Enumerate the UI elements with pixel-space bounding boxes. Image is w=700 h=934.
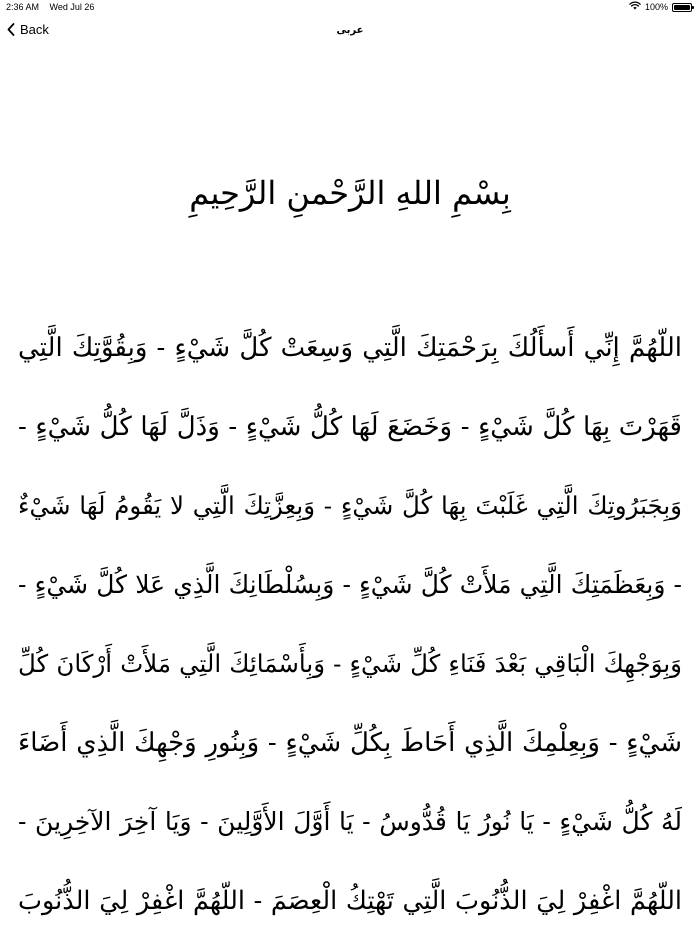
dua-line: وَبِجَبَرُوتِكَ الَّتِي غَلَبْتَ بِهَا كُلَّ شَيْءٍ - وَبِعِزَّتِكَ الَّتِي لا يَقُومُ لَهَا شَيْءٌ xyxy=(18,491,682,520)
page-title: عربی xyxy=(336,25,364,36)
dua-line: اللّهُمَّ اغْفِرْ لِيَ الذُّنُوبَ الَّتِي تَهْتِكُ الْعِصَمَ - اللّهُمَّ اغْفِرْ لِيَ الذُّنُوبَ xyxy=(18,886,682,916)
navigation-bar xyxy=(0,14,700,48)
dua-line: وَبِوَجْهِكَ الْبَاقِي بَعْدَ فَنَاءِ كُلِّ شَيْءٍ - وَبِأَسْمَائِكَ الَّتِي مَلأَتْ أَرْكَانَ كُلِّ xyxy=(18,649,682,678)
status-left xyxy=(6,0,94,14)
status-bar xyxy=(0,0,700,14)
dua-line: قَهَرْتَ بِهَا كُلَّ شَيْءٍ - وَخَضَعَ لَهَا كُلُّ شَيْءٍ - وَذَلَّ لَهَا كُلُّ شَيْءٍ - xyxy=(18,412,682,442)
battery-icon xyxy=(672,3,692,12)
dua-line: اللّهُمَّ إِنِّي أَسأَلُكَ بِرَحْمَتِكَ الَّتِي وَسِعَتْ كُلَّ شَيْءٍ - وَبِقُوَّتِكَ الَّتِي xyxy=(18,333,682,363)
back-label: Back xyxy=(20,22,49,37)
status-date: Wed Jul 26 xyxy=(49,2,95,12)
wifi-icon xyxy=(629,0,641,14)
dua-line: - وَبِعَظَمَتِكَ الَّتِي مَلأَتْ كُلَّ شَيْءٍ - وَبِسُلْطَانِكَ الَّذِي عَلا كُلَّ شَيْءٍ - xyxy=(18,570,682,599)
status-right xyxy=(629,0,692,14)
status-time: 2:36 AM xyxy=(6,2,40,12)
dua-line: شَيْءٍ - وَبِعِلْمِكَ الَّذِي أَحَاطَ بِكُلِّ شَيْءٍ - وَبِنُورِ وَجْهِكَ الَّذِي أَضَاءَ xyxy=(18,728,682,758)
dua-line: لَهُ كُلُّ شَيْءٍ - يَا نُورُ يَا قُدُّوسُ - يَا أَوَّلَ الأَوَّلِينَ - وَيَا آخِرَ الآخِرِينَ - xyxy=(18,807,682,836)
battery-fill xyxy=(674,5,690,10)
bismillah-heading: بِسْمِ اللهِ الرَّحْمنِ الرَّحِيمِ xyxy=(189,174,511,212)
content-scroll[interactable] xyxy=(0,48,700,934)
dua-text xyxy=(18,313,682,934)
battery-percent: 100% xyxy=(644,2,668,12)
